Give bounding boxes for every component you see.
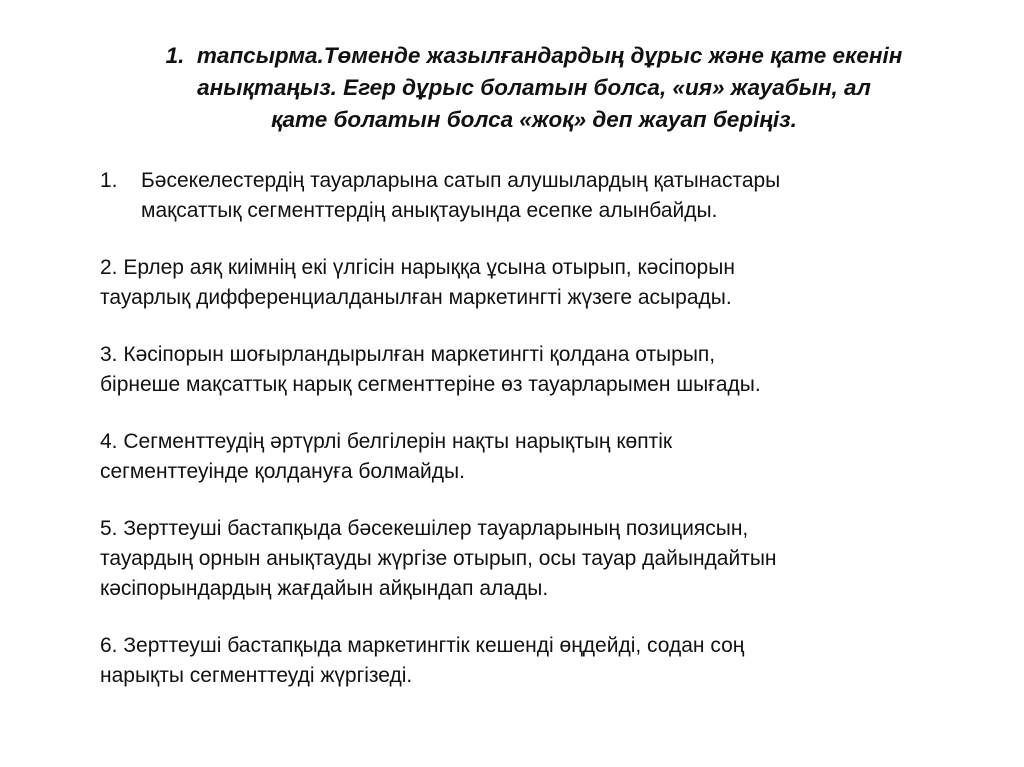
statement-line: тауардың орнын анықтауды жүргізе отырып, осы тауар дайындайтын <box>100 547 777 570</box>
statement-item-1 <box>100 166 980 226</box>
statement-line: 3. Кәсіпорын шоғырландырылған маркетингті қолдана отырып, <box>100 343 716 366</box>
statement-item-5 <box>100 514 980 604</box>
task-number: 1. <box>165 43 185 68</box>
statement-line: тауарлық дифференциалданылған маркетингті жүзеге асырады. <box>100 286 732 309</box>
statement-number: 1. <box>100 169 118 192</box>
statement-line: бірнеше мақсаттық нарық сегменттеріне өз тауарларымен шығады. <box>100 373 761 396</box>
statement-line: кәсіпорындардың жағдайын айқындап алады. <box>100 577 549 600</box>
statement-line: 2. Ерлер аяқ киімнің екі үлгісін нарыққа ұсына отырып, кәсіпорын <box>100 256 735 279</box>
statement-line: нарықты сегменттеуді жүргізеді. <box>100 664 413 687</box>
statement-item-6 <box>100 631 980 691</box>
statement-list <box>100 166 980 718</box>
statement-item-4 <box>100 427 980 487</box>
statement-line: 1. Бәсекелестердің тауарларына сатып алушылардың қатынастары <box>100 166 980 196</box>
task-heading-line: қате болатын болса «жоқ» деп жауап беріңіз. <box>271 107 797 132</box>
statement-line: 4. Сегменттеудің әртүрлі белгілерін нақты нарықтың көптік <box>100 430 673 453</box>
task-heading-line: анықтаңыз. Егер дұрыс болатын болса, «ия» жауабын, ал <box>197 75 871 100</box>
task-heading <box>104 40 964 136</box>
statement-line: мақсаттық сегменттердің анықтауында есепке алынбайды. <box>141 199 718 222</box>
task-heading-line: 1. тапсырма.Төменде жазылғандардың дұрыс және қате екенін <box>104 40 964 72</box>
statement-line: 6. Зерттеуші бастапқыда маркетингтік кешенді өңдейді, содан соң <box>100 634 745 657</box>
statement-item-3 <box>100 340 980 400</box>
statement-line: сегменттеуінде қолдануға болмайды. <box>100 460 465 483</box>
statement-item-2 <box>100 253 980 313</box>
statement-line: 5. Зерттеуші бастапқыда бәсекешілер тауарларының позициясын, <box>100 517 749 540</box>
